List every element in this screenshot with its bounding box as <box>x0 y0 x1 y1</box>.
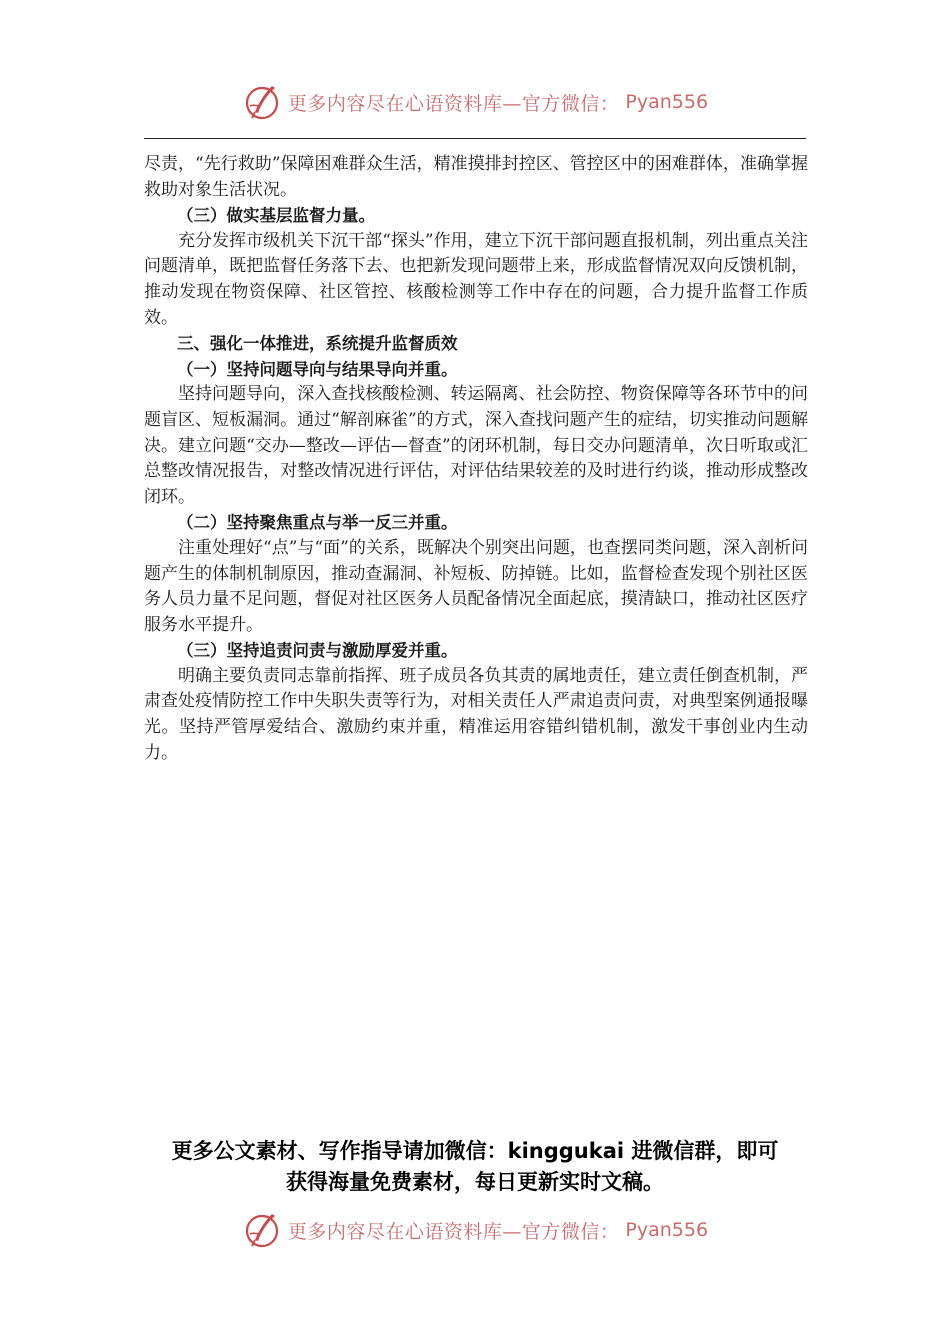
body-paragraph: 明确主要负责同志靠前指挥、班子成员各负其责的属地责任，建立责任倒查机制，严肃查处疫情防控工作中失职失责等行为，对相关责任人严肃追责问责，对典型案例通报曝光。坚持严管厚爱结合、激励约束并重，精准运用容错纠错机制，激发干事创业内生动力。 <box>144 665 808 763</box>
promo-line-2: 获得海量免费素材，每日更新实时文稿。 <box>286 1170 664 1194</box>
section-heading: （三）坚持追责问责与激励厚爱并重。 <box>177 641 458 661</box>
paragraph-continuation: 尽责，“先行救助”保障困难群众生活，精准摸排封控区、管控区中的困难群体，准确掌握救助对象生活状况。 <box>144 154 808 200</box>
body-paragraph: 注重处理好“点”与“面”的关系，既解决个别突出问题，也查摆同类问题，深入剖析问题产生的体制机制原因，推动查漏洞、补短板、防掉链。比如，监督检查发现个别社区医务人员力量不足问题，督促对社区医务人员配备情况全面起底，摸清缺口，推动社区医疗服务水平提升。 <box>144 537 808 635</box>
header-brand-text: 更多内容尽在心语资料库—官方微信： <box>287 92 620 115</box>
header-brand-wechat-id: Pyan556 <box>625 91 709 113</box>
footer-brand-wechat-id: Pyan556 <box>625 1219 709 1241</box>
body-paragraph: 坚持问题导向，深入查找核酸检测、转运隔离、社会防控、物资保障等各环节中的问题盲区、短板漏洞。通过“解剖麻雀”的方式，深入查找问题产生的症结，切实推动问题解决。建立问题“交办—整改—评估—督查”的闭环机制，每日交办问题清单，次日听取或汇总整改情况报告，对整改情况进行评估，对评估结果较差的及时进行约谈，推动形成整改闭环。 <box>144 384 808 507</box>
quill-pen-logo-icon <box>242 1210 282 1250</box>
header-brand <box>0 80 950 124</box>
quill-pen-logo-icon <box>242 82 282 122</box>
footer-brand-text: 更多内容尽在心语资料库—官方微信： <box>287 1220 620 1243</box>
promo-note <box>100 1136 850 1198</box>
footer-brand <box>0 1208 950 1252</box>
document-body <box>144 152 808 766</box>
section-heading: （三）做实基层监督力量。 <box>177 206 375 226</box>
section-heading: （二）坚持聚焦重点与举一反三并重。 <box>177 513 458 533</box>
body-paragraph: 充分发挥市级机关下沉干部“探头”作用，建立下沉干部问题直报机制，列出重点关注问题清单，既把监督任务落下去、也把新发现问题带上来，形成监督情况双向反馈机制，推动发现在物资保障、社区管控、核酸检测等工作中存在的问题，合力提升监督工作质效。 <box>144 230 808 328</box>
section-heading: 三、强化一体推进，系统提升监督质效 <box>177 334 458 354</box>
section-heading: （一）坚持问题导向与结果导向并重。 <box>177 359 458 379</box>
header-divider <box>144 138 806 139</box>
promo-line-1: 更多公文素材、写作指导请加微信：kinggukai 进微信群，即可 <box>171 1139 779 1163</box>
